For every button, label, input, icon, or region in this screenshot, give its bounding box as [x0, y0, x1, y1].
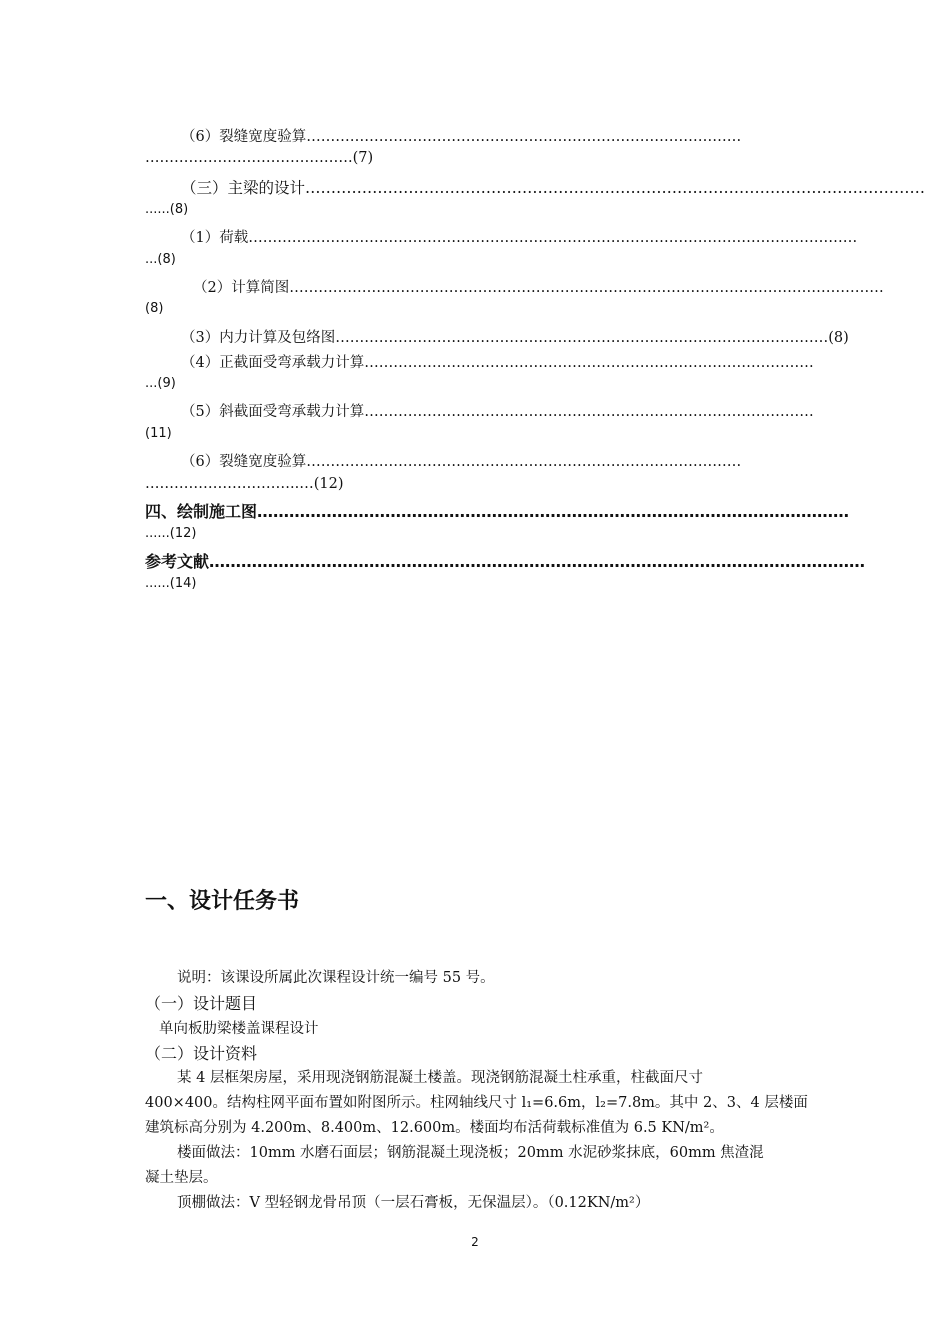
para1-line3: 建筑标高分别为 4.200m、8.400m、12.600m。楼面均布活荷载标准值为 6.5 KN/m²。: [145, 1120, 724, 1136]
toc-entry-8-line1: （6）裂缝宽度验算………………………………………………………………………………: [181, 454, 742, 470]
toc-entry-3-line2: ...(8): [145, 252, 176, 267]
toc-entry-2-line2: ......(8): [145, 202, 189, 217]
toc-entry-10-line1: 参考文献……………………………………………………………………………………………………………: [145, 552, 866, 571]
para1-line2: 400×400。结构柱网平面布置如附图所示。柱网轴线尺寸 l₁=6.6m，l₂=7.8m。其中 2、3、4 层楼面: [145, 1095, 808, 1111]
page-number: 2: [471, 1235, 479, 1249]
para2-line2: 凝土垫层。: [145, 1170, 218, 1186]
subsection-2-title: （二）设计资料: [145, 1044, 258, 1063]
toc-entry-8-line2: …………………………..…(12): [145, 476, 344, 492]
section-heading: 一、设计任务书: [145, 889, 300, 914]
subsection-1-title: （一）设计题目: [145, 994, 258, 1013]
toc-entry-4-line1: （2）计算简图……………………………………………………………………………………………………………: [193, 280, 884, 296]
toc-entry-9-line1: 四、绘制施工图…………………………………………………………………………………………………: [145, 502, 850, 521]
toc-entry-9-line2: ......(12): [145, 526, 197, 541]
toc-entry-2-line1: （三）主梁的设计…………………………………………………………………………………………………………: [181, 179, 926, 197]
para1-line1: 某 4 层框架房屋，采用现浇钢筋混凝土楼盖。现浇钢筋混凝土柱承重，柱截面尺寸: [177, 1070, 703, 1086]
toc-entry-1-line2: …………………………………….(7): [145, 150, 374, 166]
note-line: 说明：该课设所属此次课程设计统一编号 55 号。: [177, 970, 495, 986]
para2-line1: 楼面做法：10mm 水磨石面层；钢筋混凝土现浇板；20mm 水泥砂浆抹底，60mm 焦渣混: [177, 1145, 764, 1161]
toc-entry-6-line1: （4）正截面受弯承载力计算…………………………………………………………………………………: [181, 355, 814, 371]
toc-entry-1-line1: （6）裂缝宽度验算………………………………………………………………………………: [181, 129, 742, 145]
toc-entry-7-line1: （5）斜截面受弯承载力计算…………………………………………………………………………………: [181, 404, 814, 420]
toc-entry-6-line2: ...(9): [145, 376, 176, 391]
toc-entry-4-line2: (8): [145, 301, 164, 316]
toc-entry-7-line2: (11): [145, 426, 172, 441]
para3-line1: 顶棚做法：V 型轻钢龙骨吊顶（一层石膏板，无保温层）。（0.12KN/m²）: [177, 1195, 650, 1211]
toc-entry-3-line1: （1）荷载………………………………………………………………………………………………………………: [181, 230, 858, 246]
toc-entry-5-line1: （3）内力计算及包络图…………………………………………………………………………………………(8): [181, 330, 849, 346]
project-title: 单向板肋梁楼盖课程设计: [159, 1021, 319, 1037]
toc-entry-10-line2: ......(14): [145, 576, 197, 591]
